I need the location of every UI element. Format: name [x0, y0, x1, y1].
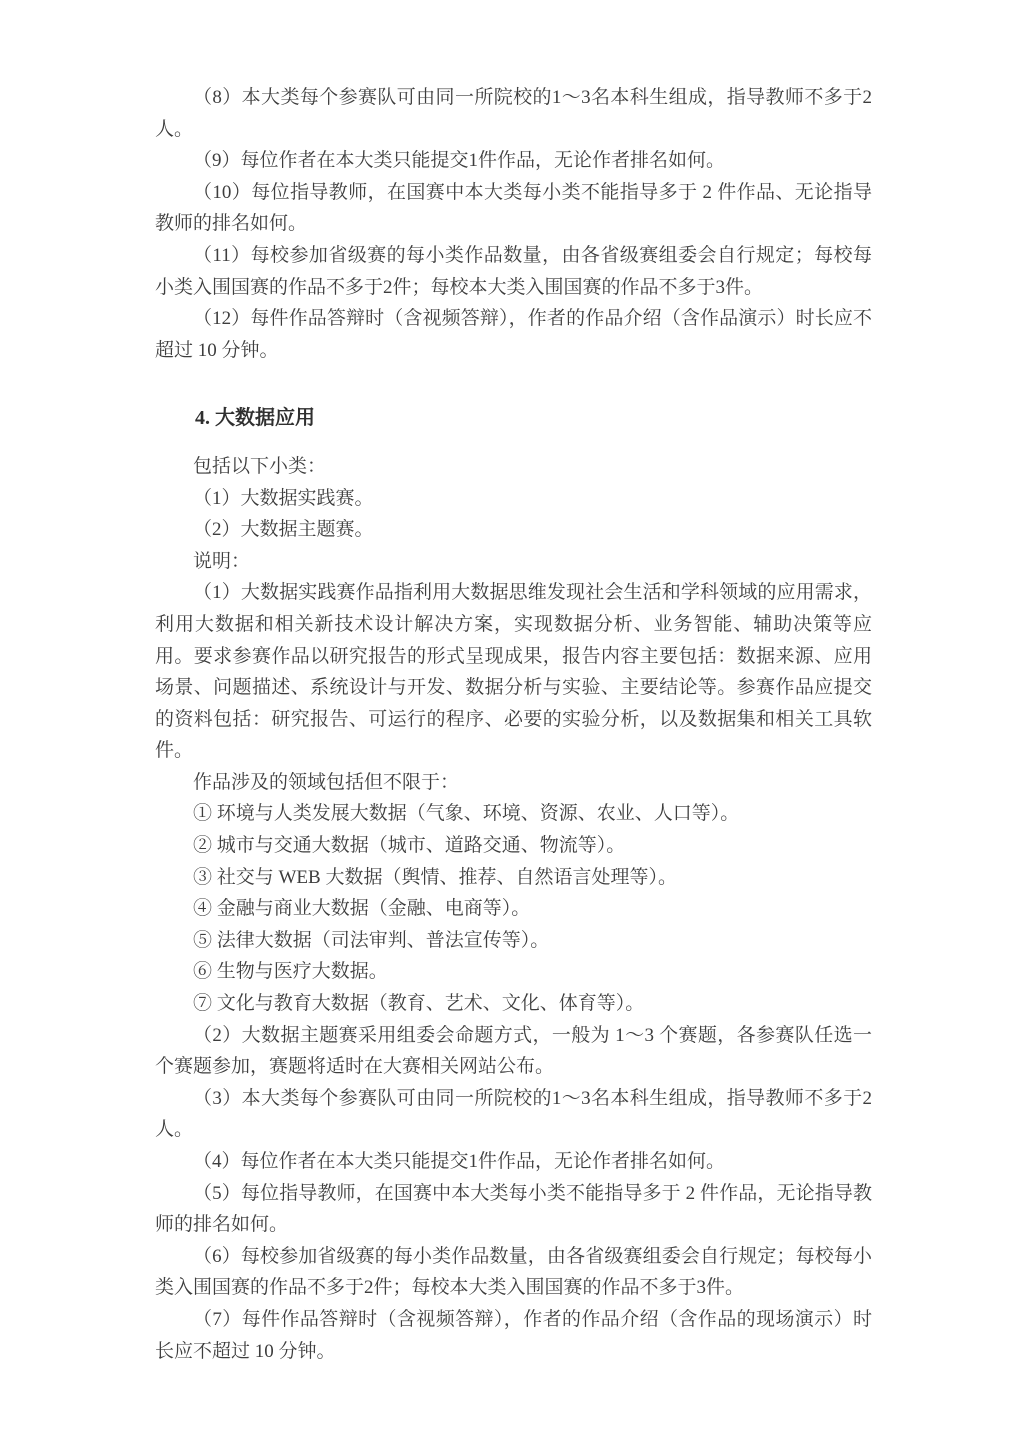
- paragraph: （10）每位指导教师，在国赛中本大类每小类不能指导多于 2 件作品、无论指导教师的排名如何。: [155, 181, 872, 235]
- paragraph: ④ 金融与商业大数据（金融、电商等）。: [193, 898, 531, 920]
- paragraph: （3）本大类每个参赛队可由同一所院校的1～3名本科生组成，指导教师不多于2人。: [155, 1087, 872, 1141]
- document-content: [155, 82, 872, 1367]
- paragraph: （1）大数据实践赛作品指利用大数据思维发现社会生活和学科领域的应用需求，利用大数据和相关新技术设计解决方案，实现数据分析、业务智能、辅助决策等应用。要求参赛作品以研究报告的形式呈现成果，报告内容主要包括：数据来源、应用场景、问题描述、系统设计与开发、数据分析与实验、主要结论等。参赛作品应提交的资料包括：研究报告、可运行的程序、必要的实验分析，以及数据集和相关工具软件。: [155, 582, 872, 762]
- paragraph: （5）每位指导教师，在国赛中本大类每小类不能指导多于 2 件作品，无论指导教师的排名如何。: [155, 1182, 872, 1236]
- paragraph: 包括以下小类：: [193, 455, 327, 477]
- paragraph: ⑦ 文化与教育大数据（教育、艺术、文化、体育等）。: [193, 993, 645, 1015]
- paragraph: （2）大数据主题赛采用组委会命题方式，一般为 1～3 个赛题，各参赛队任选一个赛题参加，赛题将适时在大赛相关网站公布。: [155, 1024, 872, 1078]
- paragraph: （4）每位作者在本大类只能提交1件作品，无论作者排名如何。: [193, 1151, 726, 1172]
- paragraph: ⑤ 法律大数据（司法审判、普法宣传等）。: [193, 929, 550, 951]
- paragraph: （2）大数据主题赛。: [193, 519, 374, 541]
- paragraph: ⑥ 生物与医疗大数据。: [193, 961, 388, 983]
- paragraph: （1）大数据实践赛。: [193, 487, 374, 509]
- paragraph: ③ 社交与 WEB 大数据（舆情、推荐、自然语言处理等）。: [193, 866, 677, 888]
- paragraph: （9）每位作者在本大类只能提交1件作品，无论作者排名如何。: [193, 150, 726, 172]
- paragraph: （6）每校参加省级赛的每小类作品数量，由各省级赛组委会自行规定；每校每小类入围国赛的作品不多于2件；每校本大类入围国赛的作品不多于3件。: [155, 1245, 872, 1299]
- paragraph: 作品涉及的领域包括但不限于：: [193, 771, 460, 793]
- paragraph: （8）本大类每个参赛队可由同一所院校的1～3名本科生组成，指导教师不多于2人。: [155, 87, 872, 140]
- paragraph: 说明：: [193, 550, 251, 572]
- section-heading: 4. 大数据应用: [195, 407, 315, 430]
- paragraph: ① 环境与人类发展大数据（气象、环境、资源、农业、人口等）。: [193, 803, 740, 825]
- paragraph: ② 城市与交通大数据（城市、道路交通、物流等）。: [193, 835, 626, 857]
- paragraph: （12）每件作品答辩时（含视频答辩），作者的作品介绍（含作品演示）时长应不超过 10 分钟。: [155, 308, 872, 361]
- paragraph: （7）每件作品答辩时（含视频答辩），作者的作品介绍（含作品的现场演示）时长应不超过 10 分钟。: [155, 1308, 872, 1362]
- paragraph: （11）每校参加省级赛的每小类作品数量，由各省级赛组委会自行规定；每校每小类入围国赛的作品不多于2件；每校本大类入围国赛的作品不多于3件。: [155, 244, 872, 298]
